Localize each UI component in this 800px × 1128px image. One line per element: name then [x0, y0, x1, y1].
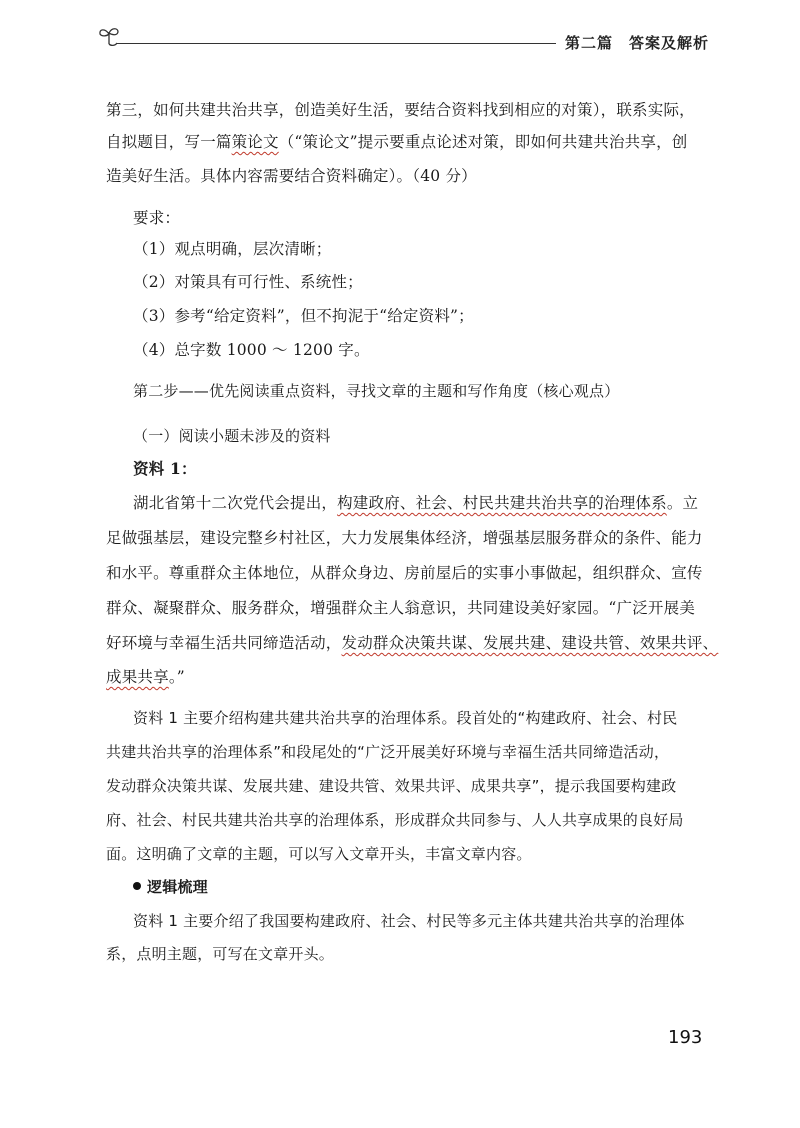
page-number: 193 [668, 1027, 703, 1048]
section-title: 第二篇 答案及解析 [565, 34, 710, 52]
question-line-3: 造美好生活。具体内容需要结合资料确定）。（40 分） [106, 167, 477, 185]
material-line-1: 湖北省第十二次党代会提出，构建政府、社会、村民共建共治共享的治理体系。立 [133, 494, 699, 512]
material-line-4: 群众、凝聚群众、服务群众，增强群众主人翁意识，共同建设美好家园。“广泛开展美 [106, 599, 696, 617]
analysis-line-3: 发动群众决策共谋、发展共建、建设共管、效果共评、成果共享”，提示我国要构建政 [106, 777, 677, 795]
requirements-title: 要求： [133, 209, 181, 227]
logic-line-1: 资料 1 主要介绍了我国要构建政府、社会、村民等多元主体共建共治共享的治理体 [133, 912, 685, 930]
question-line-2: 自拟题目，写一篇策论文（“策论文”提示要重点论述对策，即如何共建共治共享，创 [106, 133, 688, 151]
material-label: 资料 1： [133, 459, 197, 478]
logic-heading: 逻辑梳理 [133, 876, 208, 897]
analysis-line-2: 共建共治共享的治理体系”和段尾处的“广泛开展美好环境与幸福生活共同缔造活动， [106, 743, 670, 761]
bullet-icon [133, 882, 141, 890]
analysis-line-5: 面。这明确了文章的主题，可以写入文章开头，丰富文章内容。 [106, 845, 532, 863]
logic-line-2: 系，点明主题，可写在文章开头。 [106, 945, 335, 963]
header-rule [116, 43, 556, 44]
requirement-2: （2）对策具有可行性、系统性； [133, 273, 363, 291]
step-title: 第二步——优先阅读重点资料，寻找文章的主题和写作角度（核心观点） [133, 382, 620, 400]
sprout-icon [95, 22, 123, 50]
requirement-3: （3）参考“给定资料”，但不拘泥于“给定资料”； [133, 307, 474, 325]
analysis-line-1: 资料 1 主要介绍构建共建共治共享的治理体系。段首处的“构建政府、社会、村民 [133, 709, 678, 727]
material-line-6: 成果共享。” [106, 668, 185, 686]
underlined-term: 策论文 [231, 133, 279, 151]
material-line-2: 足做强基层，建设完整乡村社区，大力发展集体经济，增强基层服务群众的条件、能力 [106, 529, 703, 547]
material-line-3: 和水平。尊重群众主体地位，从群众身边、房前屋后的实事小事做起，组织群众、宣传 [106, 564, 703, 582]
analysis-line-4: 府、社会、村民共建共治共享的治理体系，形成群众共同参与、人人共享成果的良好局 [106, 811, 684, 829]
material-line-5: 好环境与幸福生活共同缔造活动，发动群众决策共谋、发展共建、建设共管、效果共评、 [106, 634, 719, 652]
requirement-4: （4）总字数 1000 ～ 1200 字。 [133, 341, 370, 359]
question-line-1: 第三，如何共建共治共享，创造美好生活，要结合资料找到相应的对策），联系实际， [106, 101, 695, 119]
step-subtitle: （一）阅读小题未涉及的资料 [133, 427, 331, 445]
requirement-1: （1）观点明确，层次清晰； [133, 240, 332, 258]
